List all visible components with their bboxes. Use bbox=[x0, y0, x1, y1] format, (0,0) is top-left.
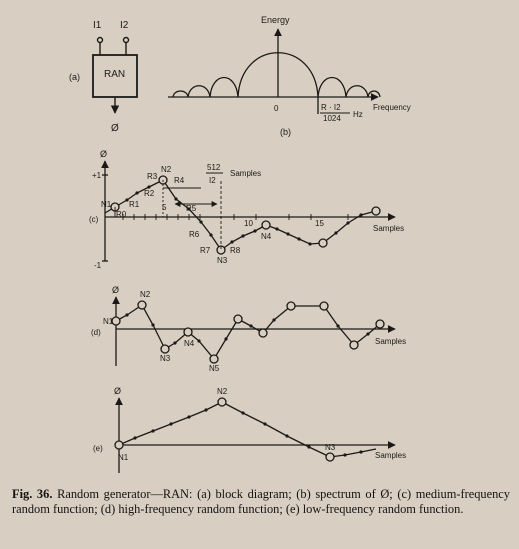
panel-c-nodes bbox=[111, 176, 380, 254]
spectrum-side-lobe-right-2 bbox=[346, 86, 368, 97]
node-N5-marker bbox=[319, 239, 327, 247]
tick-5: 5 bbox=[162, 203, 167, 212]
spectrum-side-lobe-left-2 bbox=[188, 86, 210, 97]
energy-axis-label: Energy bbox=[261, 15, 290, 25]
panel-c-R4: R4 bbox=[174, 176, 185, 185]
panel-e-label: (e) bbox=[93, 444, 103, 453]
node-N4-marker bbox=[262, 221, 270, 229]
tick-10: 10 bbox=[244, 219, 253, 228]
spectrum-origin-label: 0 bbox=[274, 104, 279, 113]
panel-c-R6: R6 bbox=[189, 230, 200, 239]
panel-c-N3: N3 bbox=[217, 256, 228, 265]
node-N11-marker bbox=[376, 320, 384, 328]
panel-b-spectrum bbox=[168, 15, 411, 137]
marker-denominator: 1024 bbox=[323, 114, 341, 123]
panel-e-function-curve bbox=[119, 402, 376, 457]
input-1-label: I1 bbox=[93, 20, 102, 31]
panel-e-nodes bbox=[115, 398, 334, 461]
spectrum-side-lobe-left-1 bbox=[210, 78, 238, 98]
panel-e-low-frequency bbox=[93, 386, 406, 473]
input-2-terminal bbox=[124, 38, 129, 43]
panel-c-N4: N4 bbox=[261, 232, 272, 241]
spectrum-side-lobe-right-1 bbox=[318, 78, 346, 98]
panel-c-label: (c) bbox=[89, 215, 99, 224]
panel-d-N1: N1 bbox=[103, 317, 114, 326]
panel-c-R7: R7 bbox=[200, 246, 211, 255]
figure-svg bbox=[3, 3, 515, 483]
panel-e-y-axis-label: Ø bbox=[114, 386, 122, 396]
input-2-label: I2 bbox=[120, 20, 129, 31]
panel-c-medium-frequency bbox=[89, 149, 404, 270]
node-N2-marker bbox=[138, 301, 146, 309]
node-N4-marker bbox=[184, 328, 192, 336]
samples-denominator: I2 bbox=[209, 176, 216, 185]
node-N3-marker bbox=[326, 453, 334, 461]
node-N2-marker bbox=[218, 398, 226, 406]
figure-number: Fig. 36. bbox=[12, 487, 53, 501]
panel-c-R0: R0 bbox=[116, 210, 127, 219]
panel-d-N4: N4 bbox=[184, 339, 195, 348]
node-N7-marker bbox=[259, 329, 267, 337]
node-N1-marker bbox=[115, 441, 123, 449]
panel-e-samples-label: Samples bbox=[375, 451, 407, 460]
marker-unit: Hz bbox=[353, 110, 363, 119]
node-N6-marker bbox=[234, 315, 242, 323]
panel-c-sample-dots bbox=[125, 185, 362, 245]
marker-numerator: R · I2 bbox=[321, 103, 341, 112]
tick-15: 15 bbox=[315, 219, 324, 228]
spectrum-side-lobe-right-3 bbox=[368, 91, 380, 97]
panel-c-y-axis-label: Ø bbox=[100, 149, 108, 159]
spectrum-side-lobe-left-3 bbox=[173, 91, 188, 97]
panel-d-label: (d) bbox=[91, 328, 101, 337]
panel-d-N3: N3 bbox=[160, 354, 171, 363]
figure-36 bbox=[3, 3, 515, 488]
figure-caption bbox=[12, 487, 510, 517]
panel-c-N2: N2 bbox=[161, 165, 172, 174]
panel-c-samples-label: Samples bbox=[373, 224, 405, 233]
panel-d-high-frequency bbox=[91, 285, 406, 373]
panel-c-y-bottom: -1 bbox=[94, 261, 102, 270]
samples-word: Samples bbox=[230, 169, 262, 178]
panel-d-y-axis-label: Ø bbox=[112, 285, 120, 295]
panel-d-function-curve bbox=[116, 305, 380, 359]
node-N6-marker bbox=[372, 207, 380, 215]
panel-c-R8: R8 bbox=[230, 246, 241, 255]
input-1-terminal bbox=[98, 38, 103, 43]
caption-text: Random generator—RAN: (a) block diagram; (b) spectrum of Ø; (c) medium-frequency random function; (d) high-frequency random function; (e) low-frequency random function. bbox=[12, 487, 511, 516]
panel-c-y-top: +1 bbox=[92, 171, 102, 180]
node-N5-marker bbox=[210, 355, 218, 363]
panel-d-N2: N2 bbox=[140, 290, 151, 299]
frequency-axis-label: Frequency bbox=[373, 103, 411, 112]
output-label: Ø bbox=[111, 123, 119, 134]
panel-d-N5: N5 bbox=[209, 364, 220, 373]
panel-e-N1: N1 bbox=[118, 453, 129, 462]
node-N9-marker bbox=[320, 302, 328, 310]
panel-e-N3: N3 bbox=[325, 443, 336, 452]
panel-b-label: (b) bbox=[280, 127, 291, 137]
panel-c-R3: R3 bbox=[147, 172, 158, 181]
node-N3-marker bbox=[161, 345, 169, 353]
panel-c-R5: R5 bbox=[186, 204, 197, 213]
node-N8-marker bbox=[287, 302, 295, 310]
panel-d-samples-label: Samples bbox=[375, 337, 407, 346]
panel-c-R2: R2 bbox=[144, 189, 155, 198]
node-N10-marker bbox=[350, 341, 358, 349]
panel-a-label: (a) bbox=[69, 72, 80, 82]
panel-c-N1: N1 bbox=[101, 200, 112, 209]
panel-e-N2: N2 bbox=[217, 387, 228, 396]
panel-c-R1: R1 bbox=[129, 200, 140, 209]
samples-numerator: 512 bbox=[207, 163, 221, 172]
panel-a-block-diagram bbox=[69, 20, 137, 134]
ran-block-label: RAN bbox=[104, 69, 126, 80]
